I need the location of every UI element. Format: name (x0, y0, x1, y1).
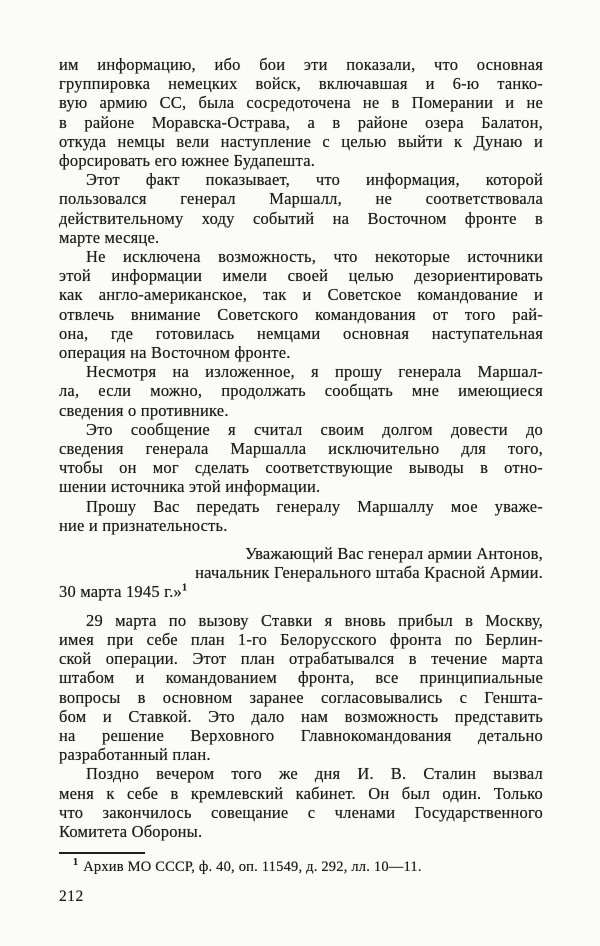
text-line: Несмотря на изложенное, я прошу генерала Маршал- (86, 362, 543, 382)
text-line: ской операции. Этот план отрабатывался в течение марта (59, 649, 543, 669)
paragraph (59, 362, 543, 420)
paragraph (59, 170, 543, 247)
text-line: 30 марта 1945 г.»$^1$ (59, 582, 188, 602)
text-line: сведения о противнике. (59, 400, 229, 420)
page-number: 212 (59, 888, 84, 906)
text-line: она, где готовилась немцами основная наступательная (59, 323, 543, 343)
text-line: бом и Ставкой. Это дало нам возможность представить (59, 706, 543, 726)
paragraph (59, 55, 543, 170)
text-line: Этот факт показывает, что информация, которой (86, 170, 543, 190)
footnote (59, 858, 543, 876)
text-line: марте месяце. (59, 227, 160, 247)
date-line (59, 582, 543, 601)
text-line: Уважающий Вас генерал армии Антонов, (245, 544, 543, 564)
text-line: штабом и командованием фронта, все принципиальные (59, 668, 543, 688)
text-line: в районе Моравска-Острава, а в районе озера Балатон, (59, 112, 543, 132)
text-line: отвлечь внимание Советского командования от того рай- (59, 304, 543, 324)
signature-block (59, 544, 543, 582)
text-line: чтобы он мог сделать соответствующие выводы в отно- (59, 458, 543, 478)
text-line: имея при себе план 1-го Белорусского фронта по Берлин- (59, 629, 543, 649)
text-line: на решение Верховного Главнокомандования детально (59, 725, 543, 745)
footnote-text: Архив МО СССР, ф. 40, оп. 11549, д. 292, лл. 10—11. (83, 859, 422, 876)
footnote-marker: 1 (73, 857, 79, 869)
text-line: что закончилось совещание с членами Государственного (59, 802, 543, 822)
text-line: Комитета Обороны. (59, 821, 203, 841)
paragraph (59, 764, 543, 841)
text-line: ла, если можно, продолжать сообщать мне имеющиеся (59, 381, 543, 401)
paragraph (59, 247, 543, 362)
text-line: откуда немцы вели наступление с целью выйти к Дунаю и (59, 131, 543, 151)
text-line: 29 марта по вызову Ставки я вновь прибыл в Москву, (86, 610, 543, 630)
text-line: шении источника этой информации. (59, 477, 321, 497)
text-line: пользовался генерал Маршалл, не соответствовала (59, 189, 543, 209)
paragraph (59, 497, 543, 535)
text-line: разработанный план. (59, 745, 211, 765)
text-line: группировка немецких войск, включавшая и 6-ю танко- (59, 74, 543, 94)
footnote-separator (59, 852, 145, 854)
text-line: Не исключена возможность, что некоторые источники (86, 247, 543, 267)
paragraphs-container (59, 55, 543, 841)
text-line: форсировать его южнее Будапешта. (59, 151, 316, 171)
text-column (59, 55, 543, 906)
text-line: начальник Генерального штаба Красной Армии. (195, 563, 543, 583)
footnote-reference: 1 (181, 582, 188, 594)
text-line: меня к себе в кремлевский кабинет. Он был один. Только (59, 783, 543, 803)
text-line: вопросы в основном заранее согласовывались с Геншта- (59, 687, 543, 707)
text-line: Прошу Вас передать генералу Маршаллу мое уваже- (86, 496, 543, 516)
paragraph (59, 611, 543, 765)
text-line: этой информации имели своей целью дезориентировать (59, 266, 543, 286)
text-line: действительному ходу событий на Восточном фронте в (59, 208, 543, 228)
text-line: сведения генерала Маршалла исключительно для того, (59, 439, 543, 459)
paragraph (59, 420, 543, 497)
text-line: вую армию СС, была сосредоточена не в Померании и не (59, 93, 543, 113)
text-line: ние и признательность. (59, 515, 228, 535)
text-line: Поздно вечером того же дня И. В. Сталин вызвал (86, 764, 543, 784)
text-line: операция на Восточном фронте. (59, 343, 291, 363)
text-line: Это сообщение я считал своим долгом довести до (86, 419, 543, 439)
text-line: им информацию, ибо бои эти показали, что основная (59, 55, 543, 74)
text-line: как англо-американское, так и Советское командование и (59, 285, 543, 305)
